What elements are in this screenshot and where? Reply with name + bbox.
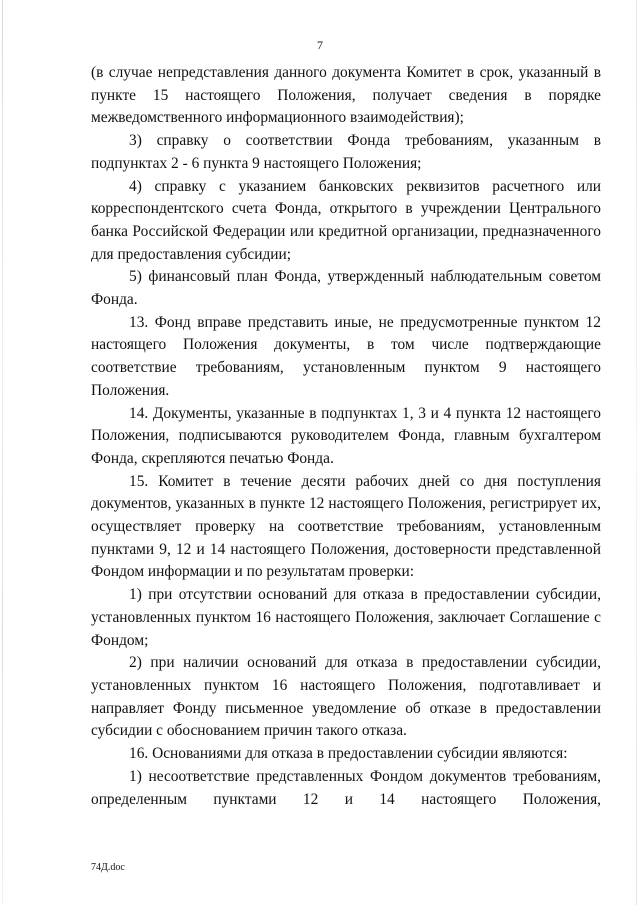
paragraph-clause-16-item-1: 1) несоответствие представленных Фондом документов требованиям, определенным пунктами 12 и 14 настоящего Положения, xyxy=(91,767,601,808)
scan-edge-left xyxy=(2,0,3,905)
paragraph-clause-15-item-2: 2) при наличии оснований для отказа в предоставлении субсидии, установленных пунктом 16 настоящего Положения, подготавливает и направляет Фонду письменное уведомление об отказе в предоставлении субсидии с обоснованием причин такого отказа. xyxy=(91,654,601,740)
paragraph-item-4: 4) справку с указанием банковских реквизитов расчетного или корреспондентского счета Фонда, открытого в учреждении Центрального банка Российской Федерации или кредитной организации, предназначенного для предоставления субсидии; xyxy=(91,177,601,263)
document-body xyxy=(91,62,601,811)
paragraph-continuation: (в случае непредставления данного документа Комитет в срок, указанный в пункте 15 настоящего Положения, получает сведения в порядке межведомственного информационного взаимодействия); xyxy=(91,64,601,127)
paragraph-item-3: 3) справку о соответствии Фонда требованиям, указанным в подпунктах 2 - 6 пункта 9 настоящего Положения; xyxy=(91,132,601,172)
footer-filename: 74Д.doc xyxy=(91,862,125,873)
paragraph-clause-16: 16. Основаниями для отказа в предоставлении субсидии являются: xyxy=(129,745,568,763)
paragraph-clause-13: 13. Фонд вправе представить иные, не предусмотренные пунктом 12 настоящего Положения документы, в том числе подтверждающие соответствие требованиям, установленным пунктом 9 настоящего Положения. xyxy=(91,313,601,399)
page-number: 7 xyxy=(317,38,323,52)
paragraph-item-5: 5) финансовый план Фонда, утвержденный наблюдательным советом Фонда. xyxy=(91,268,601,309)
scan-edge-right xyxy=(636,0,637,905)
paragraph-clause-15-item-1: 1) при отсутствии оснований для отказа в предоставлении субсидии, установленных пунктом 16 настоящего Положения, заключает Соглашение с Фондом; xyxy=(91,586,601,649)
paragraph-clause-14: 14. Документы, указанные в подпунктах 1, 3 и 4 пункта 12 настоящего Положения, подписываются руководителем Фонда, главным бухгалтером Фонда, скрепляются печатью Фонда. xyxy=(91,404,601,467)
paragraph-clause-15: 15. Комитет в течение десяти рабочих дней со дня поступления документов, указанных в пункте 12 настоящего Положения, регистрирует их, осуществляет проверку на соответствие требованиям, установленным пунктами 9, 12 и 14 настоящего Положения, достоверности представленной Фондом информации и по результатам проверки: xyxy=(91,472,601,581)
